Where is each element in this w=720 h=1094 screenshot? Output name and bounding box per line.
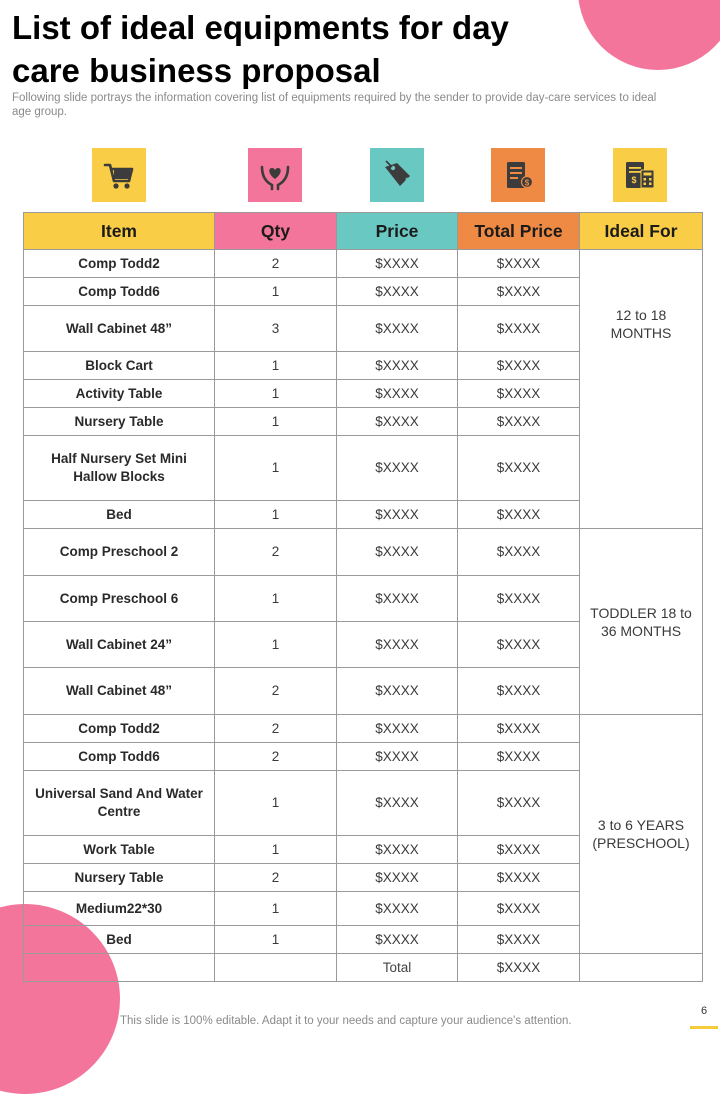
cell-price: $XXXX <box>337 771 458 836</box>
page-number-underline <box>690 1026 718 1029</box>
header-qty: Qty <box>215 213 337 250</box>
cell-qty: 1 <box>215 408 337 436</box>
cell-price: $XXXX <box>337 408 458 436</box>
cell-price: $XXXX <box>337 576 458 622</box>
cell-total: $XXXX <box>458 380 580 408</box>
cell-ideal-for: TODDLER 18 to 36 MONTHS <box>580 529 703 715</box>
cell-total: $XXXX <box>458 576 580 622</box>
slide-title: List of ideal equipments for day care business proposal <box>12 9 509 89</box>
cell-price: $XXXX <box>337 668 458 715</box>
table-row <box>24 250 703 278</box>
cell-empty <box>215 954 337 982</box>
cell-item: Bed <box>24 501 215 529</box>
cell-total: $XXXX <box>458 352 580 380</box>
svg-text:$: $ <box>524 178 530 188</box>
cell-qty: 2 <box>215 250 337 278</box>
cell-item: Medium22*30 <box>24 892 215 926</box>
price-tag-icon <box>379 157 415 193</box>
cell-qty: 1 <box>215 926 337 954</box>
icon-tile-price <box>370 148 424 202</box>
cell-total: $XXXX <box>458 715 580 743</box>
cell-qty: 2 <box>215 668 337 715</box>
cell-price: $XXXX <box>337 529 458 576</box>
cell-qty: 1 <box>215 501 337 529</box>
cell-total: $XXXX <box>458 743 580 771</box>
cell-ideal-for: 12 to 18 MONTHS <box>580 250 703 529</box>
table-row <box>24 529 703 576</box>
cell-total: $XXXX <box>458 529 580 576</box>
cell-price: $XXXX <box>337 250 458 278</box>
cell-qty: 1 <box>215 622 337 668</box>
icon-tile-total-price <box>491 148 545 202</box>
total-label: Total <box>337 954 458 982</box>
page-number: 6 <box>700 1005 708 1017</box>
cell-price: $XXXX <box>337 864 458 892</box>
slide-subtitle: Following slide portrays the information covering list of equipments required by the sender to provide day-care services to ideal age group. <box>12 92 657 118</box>
cell-item: Activity Table <box>24 380 215 408</box>
cell-qty: 1 <box>215 380 337 408</box>
cell-item: Wall Cabinet 24” <box>24 622 215 668</box>
cell-qty: 2 <box>215 864 337 892</box>
cell-price: $XXXX <box>337 352 458 380</box>
cell-total: $XXXX <box>458 250 580 278</box>
table-header-row <box>24 213 703 250</box>
cell-item: Comp Todd2 <box>24 250 215 278</box>
cell-item: Comp Todd2 <box>24 715 215 743</box>
cell-total: $XXXX <box>458 892 580 926</box>
cell-empty <box>24 954 215 982</box>
svg-text:$: $ <box>631 175 637 185</box>
cell-item: Work Table <box>24 836 215 864</box>
cell-item: Nursery Table <box>24 408 215 436</box>
cell-item: Block Cart <box>24 352 215 380</box>
cell-price: $XXXX <box>337 926 458 954</box>
cell-empty <box>580 954 703 982</box>
cell-qty: 3 <box>215 306 337 352</box>
cell-item: Universal Sand And Water Centre <box>24 771 215 836</box>
equipment-table <box>23 212 703 982</box>
footer-note: This slide is 100% editable. Adapt it to your needs and capture your audience's attention. <box>120 1015 572 1027</box>
icon-tile-ideal-for <box>613 148 667 202</box>
cell-item: Comp Preschool 6 <box>24 576 215 622</box>
cell-qty: 1 <box>215 892 337 926</box>
cell-qty: 1 <box>215 352 337 380</box>
cell-total: $XXXX <box>458 622 580 668</box>
cell-price: $XXXX <box>337 501 458 529</box>
cell-item: Comp Preschool 2 <box>24 529 215 576</box>
cell-qty: 1 <box>215 836 337 864</box>
hands-care-icon <box>257 157 293 193</box>
cell-item: Comp Todd6 <box>24 278 215 306</box>
cell-total: $XXXX <box>458 926 580 954</box>
bill-icon <box>500 157 536 193</box>
decorative-circle-top <box>578 0 720 70</box>
cell-total: $XXXX <box>458 836 580 864</box>
cell-qty: 2 <box>215 529 337 576</box>
cell-item: Wall Cabinet 48” <box>24 668 215 715</box>
icon-tile-qty <box>248 148 302 202</box>
cell-price: $XXXX <box>337 306 458 352</box>
cell-total: $XXXX <box>458 668 580 715</box>
total-value: $XXXX <box>458 954 580 982</box>
shopping-cart-icon <box>101 157 137 193</box>
cell-total: $XXXX <box>458 501 580 529</box>
cell-qty: 1 <box>215 771 337 836</box>
cell-price: $XXXX <box>337 892 458 926</box>
cell-item: Wall Cabinet 48” <box>24 306 215 352</box>
cell-total: $XXXX <box>458 436 580 501</box>
cell-total: $XXXX <box>458 771 580 836</box>
cell-price: $XXXX <box>337 836 458 864</box>
table-row <box>24 715 703 743</box>
cell-qty: 1 <box>215 436 337 501</box>
cell-qty: 2 <box>215 743 337 771</box>
header-item: Item <box>24 213 215 250</box>
cell-price: $XXXX <box>337 380 458 408</box>
cell-price: $XXXX <box>337 715 458 743</box>
cell-price: $XXXX <box>337 622 458 668</box>
header-ideal-for: Ideal For <box>580 213 703 250</box>
cell-price: $XXXX <box>337 436 458 501</box>
cell-item: Bed <box>24 926 215 954</box>
cell-ideal-for: 3 to 6 YEARS (PRESCHOOL) <box>580 715 703 954</box>
cell-item: Comp Todd6 <box>24 743 215 771</box>
cell-item: Half Nursery Set Mini Hallow Blocks <box>24 436 215 501</box>
cell-price: $XXXX <box>337 278 458 306</box>
calculator-icon <box>622 157 658 193</box>
cell-price: $XXXX <box>337 743 458 771</box>
header-total-price: Total Price <box>458 213 580 250</box>
cell-qty: 1 <box>215 576 337 622</box>
cell-total: $XXXX <box>458 306 580 352</box>
cell-total: $XXXX <box>458 408 580 436</box>
header-price: Price <box>337 213 458 250</box>
cell-total: $XXXX <box>458 278 580 306</box>
cell-qty: 2 <box>215 715 337 743</box>
total-row <box>24 954 703 982</box>
cell-total: $XXXX <box>458 864 580 892</box>
cell-qty: 1 <box>215 278 337 306</box>
icon-tile-item <box>92 148 146 202</box>
cell-item: Nursery Table <box>24 864 215 892</box>
